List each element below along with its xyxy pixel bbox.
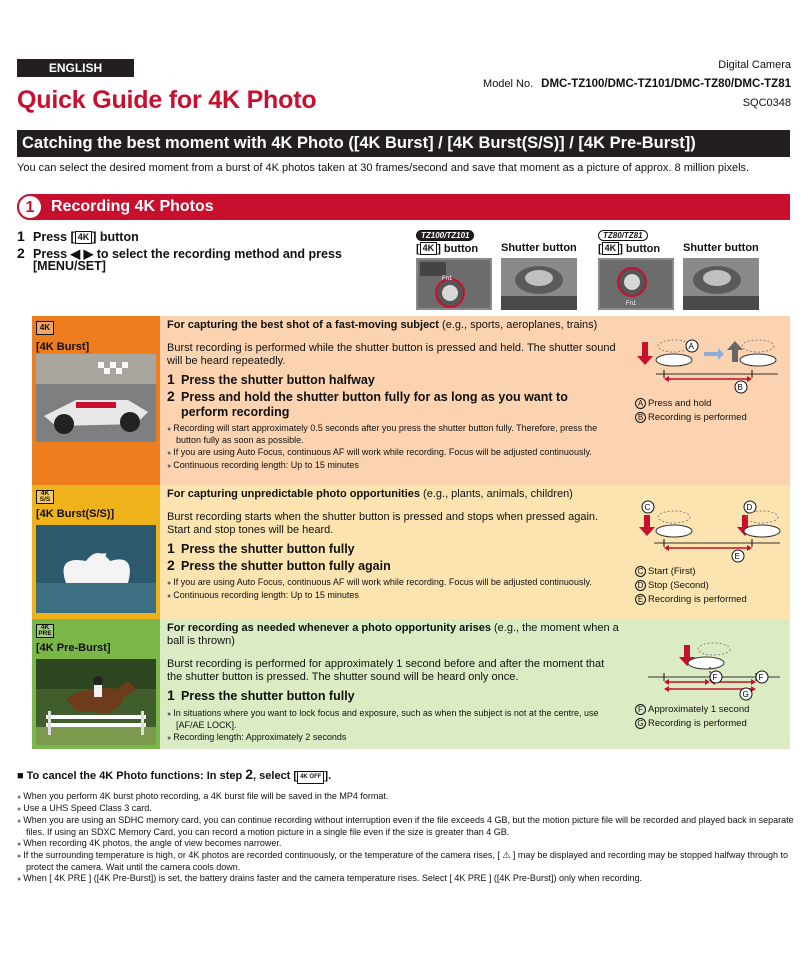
product-type: Digital Camera xyxy=(718,59,791,71)
diagram-marker-b: B xyxy=(737,383,743,392)
note-item: ● When [ 4K PRE ] ([4K Pre-Burst]) is set, the battery drains faster and the camera temperature rises. Select [ 4K PRE ] ([4K Pre-Burst]) only when recording. xyxy=(17,873,797,885)
page-title: Quick Guide for 4K Photo xyxy=(17,86,317,114)
notes-list xyxy=(17,791,797,885)
diagram-legend xyxy=(635,397,747,425)
section-heading xyxy=(17,194,790,220)
mode-description: Burst recording is performed while the shutter button is pressed and held. The shutter sound will be heard repeatedly. xyxy=(167,342,616,367)
mode-bullet: ● Continuous recording length: Up to 15 minutes xyxy=(167,460,612,472)
legend-key: F xyxy=(635,704,646,715)
note-item: ● When recording 4K photos, the angle of view becomes narrower. xyxy=(17,838,797,850)
camera-back-illustration xyxy=(416,258,492,310)
heading-rest: (e.g., the moment when a ball is thrown) xyxy=(167,622,619,647)
button-label xyxy=(598,242,660,255)
shutter-illustration xyxy=(501,258,577,310)
step-2-continued: [MENU/SET] xyxy=(33,259,106,273)
step-number: 1 xyxy=(167,687,175,703)
button-label xyxy=(416,242,478,255)
legend-key: G xyxy=(635,718,646,729)
heading-rest: (e.g., sports, aeroplanes, trains) xyxy=(438,319,598,331)
heading-rest: (e.g., plants, animals, children) xyxy=(420,488,573,500)
mode-bullet: ● Recording length: Approximately 2 seconds xyxy=(167,732,612,744)
diagram-marker-f1: F xyxy=(712,673,718,682)
4k-burst-ss-icon: 4K S/S xyxy=(36,490,54,504)
mode-step xyxy=(167,372,607,388)
legend-item xyxy=(635,703,749,717)
model-label: Model No. xyxy=(483,78,534,90)
section-number: 1 xyxy=(17,194,43,220)
cancel-step-number: 2 xyxy=(245,766,254,782)
legend-key: A xyxy=(635,398,646,409)
section-title: Recording 4K Photos xyxy=(51,198,214,215)
legend-text: Recording is performed xyxy=(648,718,747,729)
legend-item xyxy=(635,579,747,593)
diagram-marker-f2: F xyxy=(758,673,764,682)
legend-item xyxy=(635,411,747,425)
4k-off-icon: 4K OFF xyxy=(297,771,324,784)
mode-bullet: ● In situations where you want to lock focus and exposure, such as when the subject is not at the centre, use [AF/AE LOCK]. xyxy=(167,708,612,731)
legend-text: Recording is performed xyxy=(648,594,747,605)
language-label: ENGLISH xyxy=(17,59,134,77)
burst-timing-diagram xyxy=(634,334,784,396)
diagram-legend xyxy=(635,703,749,731)
model-list: DMC-TZ100/DMC-TZ101/DMC-TZ80/DMC-TZ81 xyxy=(541,78,791,90)
mode-step xyxy=(167,558,607,574)
step-text: ] button xyxy=(92,230,139,244)
legend-text: Recording is performed xyxy=(648,412,747,423)
step-text: Press the shutter button fully xyxy=(181,689,355,703)
model-tag: TZ100/TZ101 xyxy=(416,230,474,241)
note-item: ● When you perform 4K burst photo recording, a 4K burst file will be saved in the MP4 format. xyxy=(17,791,797,803)
step-number: 1 xyxy=(17,228,25,244)
shutter-label: Shutter button xyxy=(683,242,759,254)
diagram-marker-a: A xyxy=(688,342,694,351)
heading-bold: For recording as needed whenever a photo opportunity arises xyxy=(167,622,491,634)
step-number: 2 xyxy=(17,245,25,261)
fn-label: Fn1 xyxy=(442,276,453,282)
legend-key: E xyxy=(635,594,646,605)
diagram-marker-e: E xyxy=(734,552,740,561)
mode-step xyxy=(167,688,607,704)
mode-panel-4k-pre-burst xyxy=(32,619,790,749)
label-text: [ xyxy=(598,243,602,255)
cancel-text: , select [ xyxy=(253,770,298,782)
4k-button-icon: 4K xyxy=(75,231,93,244)
diagram-marker-d: D xyxy=(746,503,753,512)
mode-description: Burst recording is performed for approximately 1 second before and after the moment that the shutter button is pressed. The shutter sound will be heard only once. xyxy=(167,658,605,683)
mode-heading xyxy=(167,319,786,331)
4k-button-icon: 4K xyxy=(602,242,620,255)
swan-photo xyxy=(36,525,156,613)
legend-text: Approximately 1 second xyxy=(648,704,750,715)
cancel-text: To cancel the 4K Photo functions: In step xyxy=(26,770,246,782)
legend-key: C xyxy=(635,566,646,577)
mode-label: [4K Pre-Burst] xyxy=(36,642,111,654)
mode-bullet: ● Continuous recording length: Up to 15 minutes xyxy=(167,590,612,602)
mode-label: [4K Burst] xyxy=(36,341,90,353)
camera-back-illustration xyxy=(598,258,674,310)
label-text: ] button xyxy=(619,243,661,255)
step-text: Press and hold the shutter button fully for as long as you want to perform recording xyxy=(181,390,568,419)
document-code: SQC0348 xyxy=(742,97,791,109)
section-banner: Catching the best moment with 4K Photo ([4K Burst] / [4K Burst(S/S)] / [4K Pre-Burst]) xyxy=(17,130,790,157)
shutter-label: Shutter button xyxy=(501,242,577,254)
pre-burst-timing-diagram xyxy=(634,639,784,701)
mode-description: Burst recording starts when the shutter button is pressed and stops when pressed again. Start and stop tones will be heard. xyxy=(167,511,599,536)
label-text: [ xyxy=(416,243,420,255)
step-text: Press ◀ ▶ to select the recording method and press xyxy=(33,247,342,261)
note-item: ● When you are using an SDHC memory card, you can continue recording without interruption even if the file exceeds 4 GB, but the motion picture file will be recorded and played back in separate files. If using an SDXC Memory Card, you can record a motion picture in a single file even if the size is greater than 4 GB. xyxy=(17,815,797,838)
mode-bullet: ● Recording will start approximately 0.5 seconds after you press the shutter button fully. Therefore, press the button fully as soon as possible. xyxy=(167,423,612,446)
legend-key: D xyxy=(635,580,646,591)
step-number: 2 xyxy=(167,557,175,573)
legend-item xyxy=(635,593,747,607)
cancel-instruction xyxy=(17,766,331,784)
horse-jump-photo xyxy=(36,659,156,745)
mode-step xyxy=(167,389,607,420)
burst-ss-timing-diagram xyxy=(634,499,784,563)
step-number: 1 xyxy=(167,540,175,556)
legend-text: Press and hold xyxy=(648,398,712,409)
mode-bullet: ● If you are using Auto Focus, continuous AF will work while recording. Focus will be adjusted continuously. xyxy=(167,577,612,589)
step-number: 2 xyxy=(167,388,175,404)
4k-burst-icon: 4K xyxy=(36,321,54,335)
mode-label: [4K Burst(S/S)] xyxy=(36,508,115,520)
heading-bold: For capturing the best shot of a fast-moving subject xyxy=(167,319,439,331)
mode-panel-4k-burst-ss xyxy=(32,485,790,620)
cancel-text: ]. xyxy=(324,770,332,782)
mode-label-column xyxy=(32,316,160,486)
mode-panel-4k-burst xyxy=(32,316,790,486)
race-car-photo xyxy=(36,354,156,442)
shutter-illustration xyxy=(683,258,759,310)
4k-button-icon: 4K xyxy=(420,242,438,255)
heading-bold: For capturing unpredictable photo opportunities xyxy=(167,488,420,500)
intro-text: You can select the desired moment from a burst of 4K photos taken at 30 frames/second and save that moment as a picture of approx. 8 million pixels. xyxy=(17,162,750,174)
diagram-legend xyxy=(635,565,747,607)
legend-item xyxy=(635,565,747,579)
note-item: ● If the surrounding temperature is high, or 4K photos are recorded continuously, or the temperature of the camera rises, [ ⚠ ] may be displayed and recording may be stopped halfway through to protect the camera. Wait until the camera cools down. xyxy=(17,850,797,873)
legend-item xyxy=(635,717,749,731)
camera-diagrams xyxy=(416,228,791,313)
label-text: ] button xyxy=(437,243,479,255)
mode-label-column xyxy=(32,619,160,749)
step-text: Press the shutter button fully again xyxy=(181,559,391,573)
step-text: Press [ xyxy=(33,230,75,244)
4k-pre-burst-icon: 4K PRE xyxy=(36,624,54,638)
step-text: Press the shutter button fully xyxy=(181,542,355,556)
legend-text: Start (First) xyxy=(648,566,696,577)
mode-label-column xyxy=(32,485,160,620)
legend-text: Stop (Second) xyxy=(648,580,709,591)
diagram-marker-g: G xyxy=(742,690,749,699)
note-item: ● Use a UHS Speed Class 3 card. xyxy=(17,803,797,815)
step-1 xyxy=(17,228,139,244)
step-text: Press the shutter button halfway xyxy=(181,373,375,387)
mode-step xyxy=(167,541,607,557)
fn-label: Fn1 xyxy=(626,301,637,307)
model-tag: TZ80/TZ81 xyxy=(598,230,648,241)
step-number: 1 xyxy=(167,371,175,387)
diagram-marker-c: C xyxy=(644,503,651,512)
mode-heading xyxy=(167,622,627,648)
model-number xyxy=(483,78,791,90)
legend-key: B xyxy=(635,412,646,423)
legend-item xyxy=(635,397,747,411)
mode-bullet: ● If you are using Auto Focus, continuous AF will work while recording. Focus will be adjusted continuously. xyxy=(167,447,612,459)
